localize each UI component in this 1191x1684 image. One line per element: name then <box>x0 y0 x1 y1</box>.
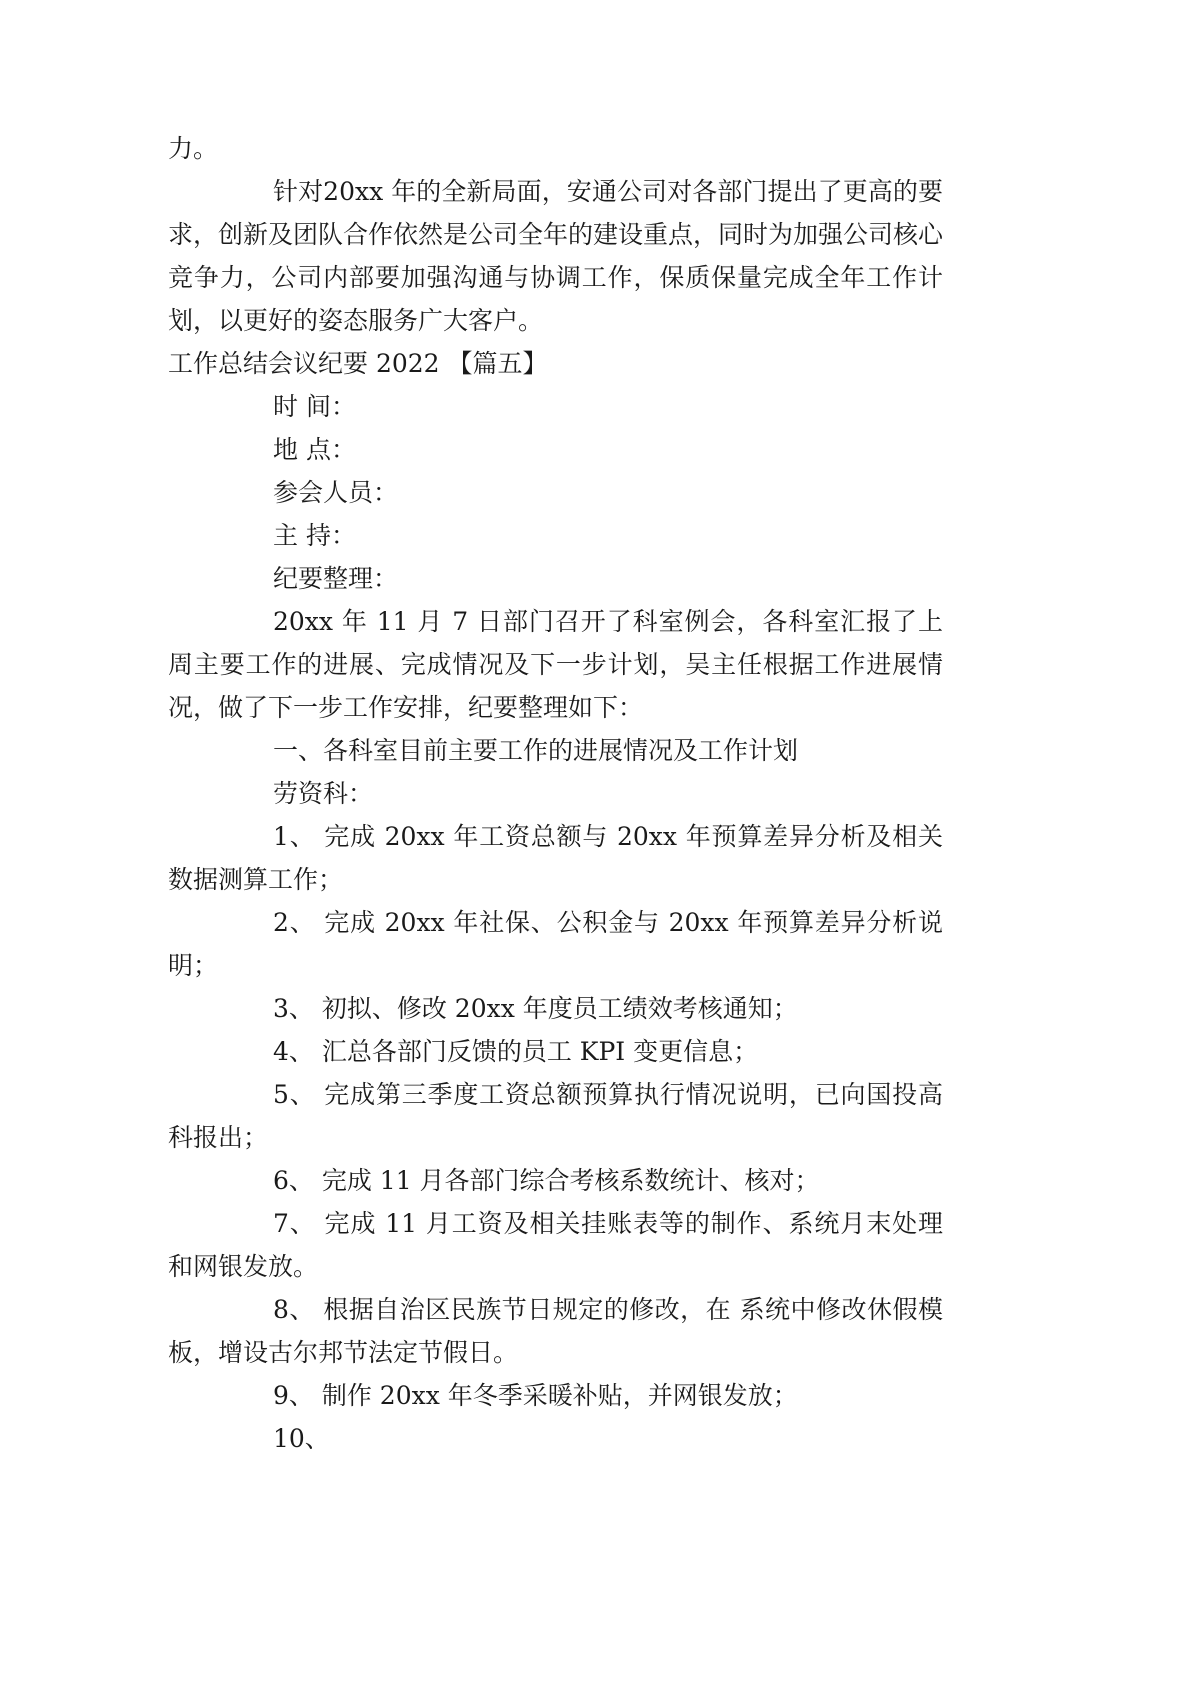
document-body <box>168 127 943 1460</box>
list-item: 8、 根据自治区民族节日规定的修改，在 系统中修改休假模板，增设古尔邦节法定节假日。 <box>168 1295 943 1367</box>
list-item: 1、 完成 20xx 年工资总额与 20xx 年预算差异分析及相关数据测算工作； <box>168 822 943 894</box>
department-label: 劳资科： <box>273 779 374 808</box>
list-item: 5、 完成第三季度工资总额预算执行情况说明，已向国投高科报出； <box>168 1080 943 1152</box>
list-item: 6、 完成 11 月各部门综合考核系数统计、核对； <box>273 1166 820 1195</box>
meeting-host-field: 主 持： <box>273 521 356 550</box>
paragraph-continuation: 力。 <box>168 134 219 163</box>
list-item: 2、 完成 20xx 年社保、公积金与 20xx 年预算差异分析说明； <box>168 908 943 980</box>
list-item: 3、 初拟、修改 20xx 年度员工绩效考核通知； <box>273 994 798 1023</box>
list-item: 7、 完成 11 月工资及相关挂账表等的制作、系统月末处理和网银发放。 <box>168 1209 943 1281</box>
paragraph-new-year-requirements: 针对20xx 年的全新局面，安通公司对各部门提出了更高的要求，创新及团队合作依然是公司全年的建设重点，同时为加强公司核心竞争力，公司内部要加强沟通与协调工作，保质保量完成全年工作计划，以更好的姿态服务广大客户。 <box>168 177 944 335</box>
meeting-attendees-field: 参会人员： <box>273 478 399 507</box>
list-item: 9、 制作 20xx 年冬季采暖补贴，并网银发放； <box>273 1381 798 1410</box>
subsection-heading: 一、各科室目前主要工作的进展情况及工作计划 <box>273 736 799 765</box>
meeting-recorder-field: 纪要整理： <box>273 564 399 593</box>
meeting-location-field: 地 点： <box>273 435 356 464</box>
section-heading: 工作总结会议纪要 2022 【篇五】 <box>168 349 548 378</box>
list-item: 10、 <box>273 1424 330 1453</box>
meeting-time-field: 时 间： <box>273 392 356 421</box>
meeting-summary-paragraph: 20xx 年 11 月 7 日部门召开了科室例会，各科室汇报了上周主要工作的进展、完成情况及下一步计划，吴主任根据工作进展情况，做了下一步工作安排，纪要整理如下： <box>168 607 943 722</box>
list-item: 4、 汇总各部门反馈的员工 KPI 变更信息； <box>273 1037 759 1066</box>
